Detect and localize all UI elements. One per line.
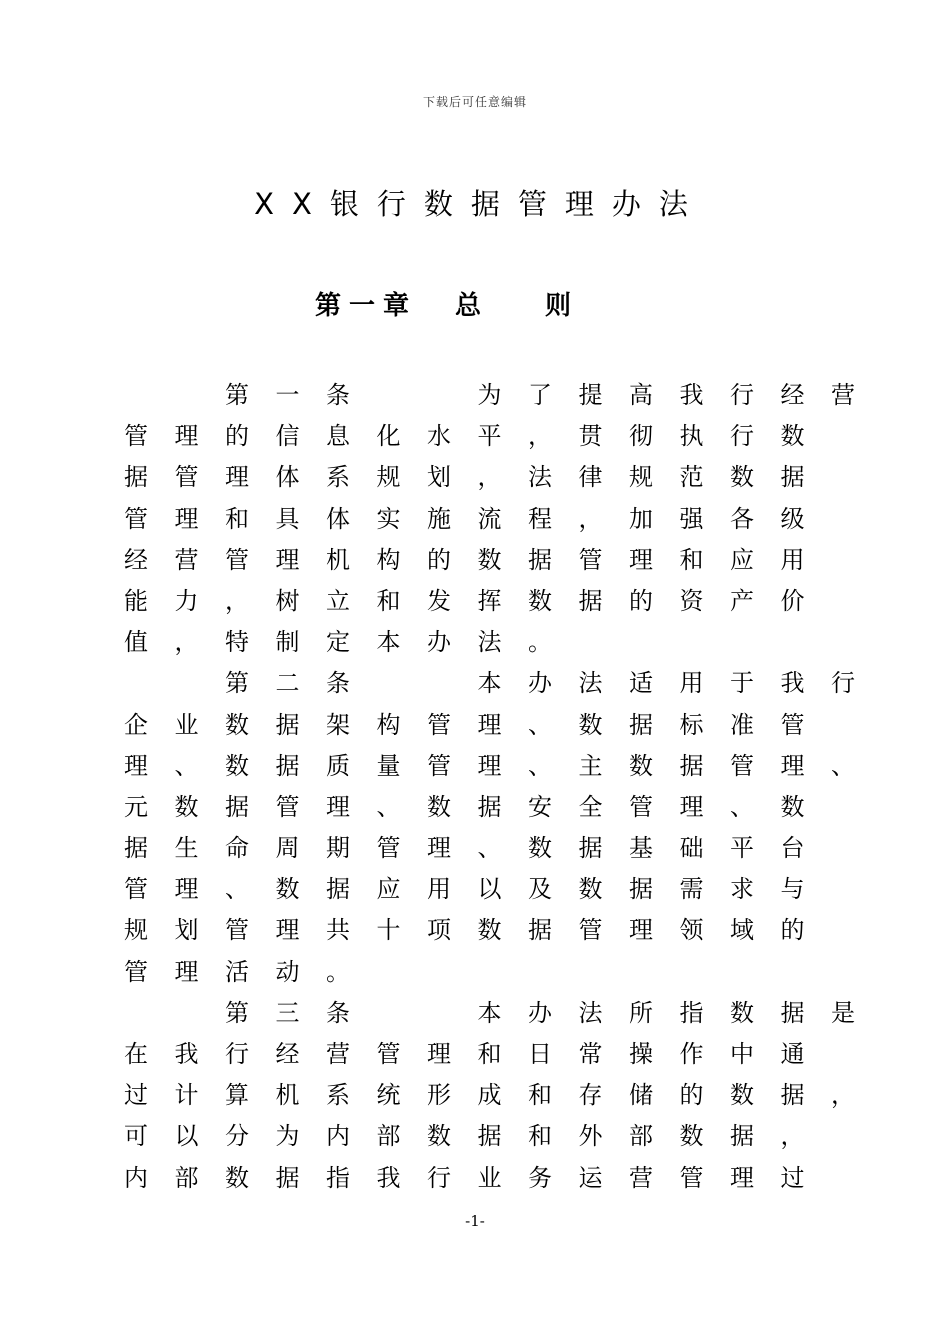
text-char: 和 xyxy=(528,1081,552,1110)
text-char: 数 xyxy=(477,545,502,574)
text-char: 第 xyxy=(225,381,249,409)
text-char: 管 xyxy=(124,957,148,986)
text-char: 统 xyxy=(376,1081,401,1110)
text-char: 、 xyxy=(730,792,754,821)
text-char: 运 xyxy=(578,1163,603,1192)
text-line xyxy=(123,1116,843,1157)
text-char: 的 xyxy=(679,1081,704,1110)
text-char: 数 xyxy=(427,792,451,821)
text-char: 适 xyxy=(629,669,653,698)
text-char: 项 xyxy=(427,916,451,945)
text-char: 活 xyxy=(225,957,249,986)
text-char: 机 xyxy=(326,545,350,574)
text-line xyxy=(123,828,843,869)
text-char: 过 xyxy=(780,1163,805,1192)
text-char: 数 xyxy=(225,710,249,739)
text-char: 的 xyxy=(427,545,451,574)
text-char: 成 xyxy=(477,1081,502,1110)
text-char: 、 xyxy=(831,751,855,780)
text-char: 中 xyxy=(730,1040,754,1068)
text-char: 理 xyxy=(174,957,199,986)
text-char: 据 xyxy=(679,751,704,780)
text-char: 管 xyxy=(225,545,249,574)
text-char: 据 xyxy=(225,792,249,821)
text-char: 与 xyxy=(780,875,805,904)
text-char: 行 xyxy=(225,1040,249,1068)
text-char: ， xyxy=(225,586,249,615)
text-char: 元 xyxy=(124,792,148,821)
text-char: 条 xyxy=(326,381,350,409)
text-char: 数 xyxy=(780,792,805,821)
text-char: 高 xyxy=(629,381,653,409)
text-char: 分 xyxy=(225,1122,249,1151)
text-char: 操 xyxy=(629,1040,653,1068)
text-char: 我 xyxy=(780,669,805,698)
text-char: 加 xyxy=(629,504,653,533)
text-char: 计 xyxy=(174,1081,199,1110)
text-char: 管 xyxy=(578,545,603,574)
text-char: 第 xyxy=(225,998,249,1027)
text-char: 量 xyxy=(376,751,401,780)
text-char: 法 xyxy=(528,463,552,492)
text-char: 据 xyxy=(528,545,552,574)
text-char: 部 xyxy=(376,1122,401,1151)
text-char: 用 xyxy=(780,545,805,574)
text-char: 标 xyxy=(679,710,704,739)
text-char: 营 xyxy=(326,1040,350,1068)
text-char: 用 xyxy=(679,669,704,698)
text-char: 理 xyxy=(629,916,653,945)
text-char: 主 xyxy=(578,751,603,780)
text-char: 和 xyxy=(528,1122,552,1151)
text-char: 数 xyxy=(730,463,754,492)
text-line xyxy=(123,457,843,498)
text-char: 周 xyxy=(275,834,300,863)
chapter-name: 总则 xyxy=(455,291,636,321)
text-char: 经 xyxy=(275,1040,300,1068)
text-char: 发 xyxy=(427,586,451,615)
document-title: XX银行数据管理办法 xyxy=(254,187,706,221)
text-char: 规 xyxy=(629,463,653,492)
text-line xyxy=(123,787,843,828)
text-char: 为 xyxy=(275,1122,300,1151)
text-char: 理 xyxy=(629,545,653,574)
text-char: 本 xyxy=(376,628,401,657)
text-char: 流 xyxy=(477,504,502,533)
text-char: 据 xyxy=(275,1163,300,1192)
text-char: 管 xyxy=(629,792,653,821)
text-char: 经 xyxy=(780,381,805,409)
text-char: 用 xyxy=(427,875,451,904)
text-char: 管 xyxy=(427,751,451,780)
text-char: 务 xyxy=(528,1163,552,1192)
text-line xyxy=(123,622,843,663)
text-char: 价 xyxy=(780,586,805,615)
text-char: 行 xyxy=(730,422,754,451)
text-char: 施 xyxy=(427,504,451,533)
text-char: 构 xyxy=(376,710,401,739)
text-char: 理 xyxy=(427,1040,451,1068)
text-char: 理 xyxy=(124,751,148,780)
text-char: 据 xyxy=(730,1122,754,1151)
text-char: 律 xyxy=(578,463,603,492)
text-char: 实 xyxy=(376,504,401,533)
text-char: 通 xyxy=(780,1040,805,1068)
text-char: 管 xyxy=(225,916,249,945)
text-char: 程 xyxy=(528,504,552,533)
text-char: ， xyxy=(174,628,199,657)
text-char: 、 xyxy=(477,834,502,863)
text-char: 据 xyxy=(629,875,653,904)
text-char: 管 xyxy=(427,710,451,739)
text-char: 和 xyxy=(376,586,401,615)
text-char: 第 xyxy=(225,669,249,698)
text-char: 的 xyxy=(629,586,653,615)
text-line xyxy=(123,416,843,457)
text-char: 期 xyxy=(326,834,350,863)
text-char: 动 xyxy=(275,957,300,986)
text-char: 办 xyxy=(528,669,552,698)
text-char: 据 xyxy=(275,751,300,780)
text-char: 本 xyxy=(477,998,502,1027)
text-char: 体 xyxy=(326,504,350,533)
header-note: 下载后可任意编辑 xyxy=(422,95,527,109)
text-char: 数 xyxy=(275,875,300,904)
text-char: 管 xyxy=(730,751,754,780)
text-char: 业 xyxy=(477,1163,502,1192)
text-char: 管 xyxy=(679,1163,704,1192)
text-char: 、 xyxy=(376,792,401,821)
text-line xyxy=(123,746,855,787)
text-char: 全 xyxy=(578,792,603,821)
text-char: 据 xyxy=(528,916,552,945)
text-char: 十 xyxy=(376,916,401,945)
text-char: 条 xyxy=(326,669,350,698)
text-line xyxy=(123,375,855,416)
text-char: 资 xyxy=(679,586,704,615)
text-char: 提 xyxy=(578,381,603,409)
text-char: 行 xyxy=(730,381,754,409)
text-char: 域 xyxy=(730,916,754,945)
text-char: 级 xyxy=(780,504,805,533)
text-char: 规 xyxy=(124,916,148,945)
text-char: 业 xyxy=(174,710,199,739)
text-char: 所 xyxy=(629,998,653,1027)
text-char: 三 xyxy=(275,998,300,1027)
text-char: 水 xyxy=(427,422,451,451)
text-char: 过 xyxy=(124,1081,148,1110)
text-char: 需 xyxy=(679,875,704,904)
text-char: 台 xyxy=(780,834,805,863)
text-char: 理 xyxy=(780,751,805,780)
text-char: 数 xyxy=(578,710,603,739)
text-char: 树 xyxy=(275,586,300,615)
text-char: ， xyxy=(578,504,603,533)
text-char: ， xyxy=(528,422,552,451)
text-line xyxy=(123,1075,855,1116)
text-char: 在 xyxy=(124,1040,148,1068)
text-char: 了 xyxy=(528,381,552,409)
text-char: 和 xyxy=(225,504,249,533)
text-line xyxy=(123,869,843,910)
text-char: 理 xyxy=(174,504,199,533)
text-char: 据 xyxy=(124,463,148,492)
text-char: 、 xyxy=(174,751,199,780)
text-char: 据 xyxy=(326,875,350,904)
text-line xyxy=(123,540,843,581)
text-line xyxy=(123,910,843,951)
text-char: 管 xyxy=(578,916,603,945)
text-char: 理 xyxy=(225,463,249,492)
text-char: 管 xyxy=(275,792,300,821)
body-text xyxy=(123,375,855,1199)
text-char: 行 xyxy=(831,669,855,698)
text-char: 强 xyxy=(679,504,704,533)
text-char: 作 xyxy=(679,1040,704,1068)
text-char: 平 xyxy=(477,422,502,451)
text-char: 管 xyxy=(124,504,148,533)
text-char: 本 xyxy=(477,669,502,698)
text-char: 应 xyxy=(376,875,401,904)
text-char: 二 xyxy=(275,669,300,698)
text-char: 常 xyxy=(578,1040,603,1068)
text-char: ， xyxy=(477,463,502,492)
text-char: 部 xyxy=(174,1163,199,1192)
text-char: ， xyxy=(780,1122,805,1151)
text-char: 贯 xyxy=(578,422,603,451)
text-char: 应 xyxy=(730,545,754,574)
text-char: 数 xyxy=(174,792,199,821)
text-line xyxy=(123,952,843,993)
text-char: 产 xyxy=(730,586,754,615)
text-char: 营 xyxy=(831,381,855,409)
text-line xyxy=(123,993,855,1034)
text-char: 求 xyxy=(730,875,754,904)
text-char: 法 xyxy=(477,628,502,657)
text-char: 数 xyxy=(225,751,249,780)
text-char: 存 xyxy=(578,1081,603,1110)
text-char: 据 xyxy=(124,834,148,863)
text-char: 数 xyxy=(629,751,653,780)
text-char: 据 xyxy=(780,998,805,1027)
text-char: 数 xyxy=(730,998,754,1027)
text-char: 储 xyxy=(629,1081,653,1110)
text-char: 值 xyxy=(124,628,148,657)
text-char: 平 xyxy=(730,834,754,863)
text-char: 化 xyxy=(376,422,401,451)
text-char: 数 xyxy=(427,1122,451,1151)
text-char: 经 xyxy=(124,545,148,574)
text-char: 据 xyxy=(578,586,603,615)
text-char: 企 xyxy=(124,710,148,739)
text-char: 理 xyxy=(679,792,704,821)
text-char: 据 xyxy=(477,1122,502,1151)
text-char: 一 xyxy=(275,381,300,409)
text-char: 算 xyxy=(225,1081,249,1110)
text-char: 法 xyxy=(578,669,603,698)
text-char: 内 xyxy=(326,1122,350,1151)
text-char: 以 xyxy=(174,1122,199,1151)
text-char: 彻 xyxy=(629,422,653,451)
text-char: 我 xyxy=(174,1040,199,1068)
text-char: 数 xyxy=(730,1081,754,1110)
text-char: 理 xyxy=(326,792,350,821)
text-char: 条 xyxy=(326,998,350,1027)
text-char: 力 xyxy=(174,586,199,615)
text-char: 办 xyxy=(528,998,552,1027)
text-line xyxy=(123,1034,843,1075)
text-char: 机 xyxy=(275,1081,300,1110)
chapter-heading xyxy=(0,285,950,322)
text-char: 据 xyxy=(477,792,502,821)
text-char: 系 xyxy=(326,463,350,492)
text-char: 指 xyxy=(326,1163,350,1192)
text-char: 以 xyxy=(477,875,502,904)
text-char: 范 xyxy=(679,463,704,492)
text-char: 理 xyxy=(275,916,300,945)
text-char: 系 xyxy=(326,1081,350,1110)
text-char: 定 xyxy=(326,628,350,657)
text-char: 数 xyxy=(679,1122,704,1151)
text-char: 数 xyxy=(578,875,603,904)
text-char: 共 xyxy=(326,916,350,945)
text-char: 形 xyxy=(427,1081,451,1110)
text-char: 据 xyxy=(578,834,603,863)
text-char: 安 xyxy=(528,792,552,821)
text-char: 管 xyxy=(174,463,199,492)
text-char: 领 xyxy=(679,916,704,945)
text-char: 理 xyxy=(174,422,199,451)
text-char: 、 xyxy=(225,875,249,904)
text-char: 据 xyxy=(629,710,653,739)
text-char: 管 xyxy=(124,422,148,451)
text-char: 能 xyxy=(124,586,148,615)
chapter-number: 第一章 xyxy=(314,291,417,321)
text-char: 基 xyxy=(629,834,653,863)
text-char: 内 xyxy=(124,1163,148,1192)
text-char: 架 xyxy=(326,710,350,739)
text-char: 和 xyxy=(477,1040,502,1068)
text-char: 据 xyxy=(780,463,805,492)
text-char: 础 xyxy=(679,834,704,863)
text-char: 营 xyxy=(174,545,199,574)
text-char: 可 xyxy=(124,1122,148,1151)
text-line xyxy=(123,1158,843,1199)
text-char: 理 xyxy=(477,751,502,780)
text-char: 理 xyxy=(427,834,451,863)
text-char: 我 xyxy=(376,1163,401,1192)
page-number: -1- xyxy=(465,1212,485,1230)
text-char: 息 xyxy=(326,422,350,451)
text-char: 部 xyxy=(629,1122,653,1151)
text-char: 外 xyxy=(578,1122,603,1151)
text-char: 理 xyxy=(730,1163,754,1192)
text-char: 信 xyxy=(275,422,300,451)
text-char: 数 xyxy=(528,834,552,863)
text-char: 我 xyxy=(679,381,704,409)
text-char: 管 xyxy=(376,1040,401,1068)
text-char: 数 xyxy=(225,1163,249,1192)
text-char: 营 xyxy=(629,1163,653,1192)
text-char: 办 xyxy=(427,628,451,657)
text-char: 特 xyxy=(225,628,249,657)
text-line xyxy=(123,705,843,746)
text-line xyxy=(123,663,855,704)
text-char: 数 xyxy=(477,916,502,945)
text-char: 数 xyxy=(780,422,805,451)
text-char: 划 xyxy=(174,916,199,945)
text-char: 于 xyxy=(730,669,754,698)
text-char: 为 xyxy=(477,381,502,409)
text-char: 。 xyxy=(528,628,552,657)
text-char: 管 xyxy=(124,875,148,904)
text-char: 和 xyxy=(679,545,704,574)
text-char: 的 xyxy=(780,916,805,945)
text-char: 各 xyxy=(730,504,754,533)
text-char: 质 xyxy=(326,751,350,780)
text-char: 管 xyxy=(780,710,805,739)
text-char: 管 xyxy=(376,834,401,863)
text-char: ， xyxy=(831,1081,855,1110)
text-char: 据 xyxy=(780,1081,805,1110)
text-char: 指 xyxy=(679,998,704,1027)
text-char: 、 xyxy=(528,710,552,739)
text-line xyxy=(123,499,843,540)
text-char: 准 xyxy=(730,710,754,739)
text-char: 法 xyxy=(578,998,603,1027)
text-char: 行 xyxy=(427,1163,451,1192)
text-char: 及 xyxy=(528,875,552,904)
text-char: 命 xyxy=(225,834,249,863)
text-char: 、 xyxy=(528,751,552,780)
text-char: 立 xyxy=(326,586,350,615)
text-char: 理 xyxy=(174,875,199,904)
text-char: 理 xyxy=(477,710,502,739)
text-char: 是 xyxy=(831,998,855,1027)
text-char: 据 xyxy=(275,710,300,739)
text-char: 的 xyxy=(225,422,249,451)
text-char: 挥 xyxy=(477,586,502,615)
text-char: 构 xyxy=(376,545,401,574)
text-char: 划 xyxy=(427,463,451,492)
text-char: 执 xyxy=(679,422,704,451)
text-char: 生 xyxy=(174,834,199,863)
text-char: 规 xyxy=(376,463,401,492)
text-char: 数 xyxy=(528,586,552,615)
text-char: 制 xyxy=(275,628,300,657)
text-char: 理 xyxy=(275,545,300,574)
text-line xyxy=(123,581,843,622)
text-char: 日 xyxy=(528,1040,552,1068)
text-char: 具 xyxy=(275,504,300,533)
text-char: 。 xyxy=(326,957,350,986)
text-char: 体 xyxy=(275,463,300,492)
